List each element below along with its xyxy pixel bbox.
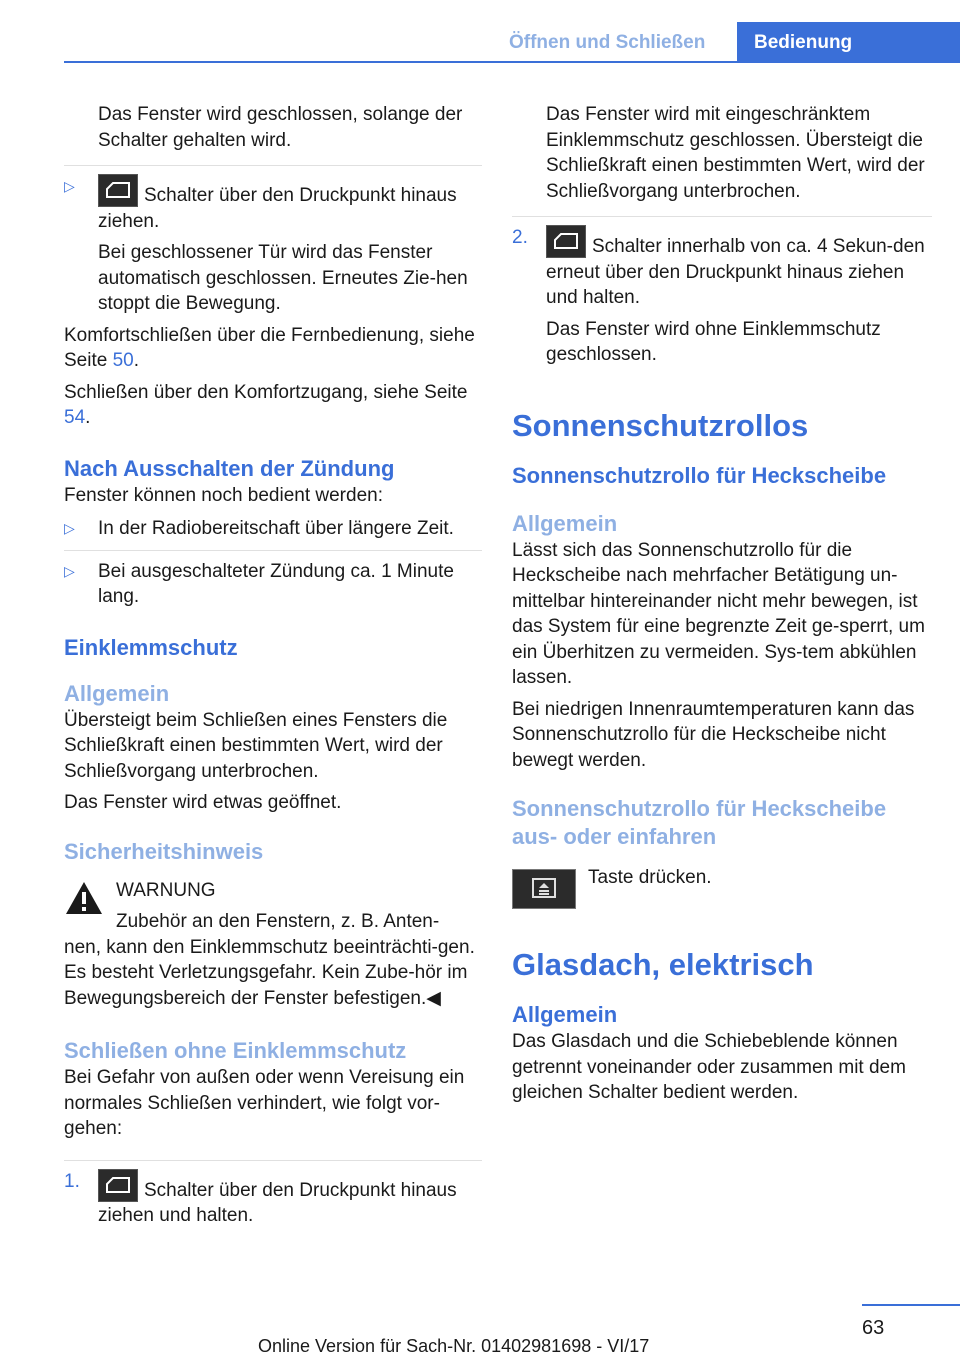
bullet-text: Schalter über den Druckpunkt hinaus ziehen. [98, 185, 457, 232]
page-number: 63 [862, 1317, 885, 1339]
triangle-bullet-icon: ▷ [64, 562, 75, 579]
paragraph: Bei Gefahr von außen oder wenn Vereisung ein normales Schließen verhindert, wie folgt vor‐gehen: [64, 1067, 465, 1139]
numbered-step [64, 1169, 482, 1229]
paragraph: Bei niedrigen Innenraumtemperaturen kann das Sonnenschutzrollo für die Heckscheibe nicht bewegt werden. [512, 698, 915, 771]
header-chapter-tab: Bedienung [737, 22, 960, 63]
window-switch-icon [98, 174, 138, 207]
divider [64, 165, 482, 166]
paragraph: Fenster können noch bedient werden: [64, 484, 383, 506]
page-link-54[interactable]: 54 [64, 407, 86, 428]
heading-heckscheibe: Sonnenschutzrollo für Heckscheibe [512, 462, 887, 488]
step-text: Schalter innerhalb von ca. 4 Sekun‐den erneut über den Druckpunkt hinaus ziehen und halten. [546, 236, 925, 308]
paragraph: Komfortschließen über die Fernbedienung, siehe Seite 50. [64, 324, 475, 371]
sunblind-button-icon [512, 869, 576, 909]
heading-allgemein: Allgemein [64, 680, 170, 706]
triangle-bullet-icon: ▷ [64, 520, 75, 536]
header-section-title: Öffnen und Schließen [509, 32, 706, 53]
heading-sicherheitshinweis: Sicherheitshinweis [64, 838, 264, 864]
warning-triangle-icon [64, 880, 104, 921]
heading-zuendung: Nach Ausschalten der Zündung [64, 455, 395, 481]
paragraph: Das Fenster wird geschlossen, solange der Schalter gehalten wird. [98, 104, 463, 151]
triangle-bullet-icon: ▷ [64, 178, 75, 194]
warning-text: Zubehör an den Fenstern, z. B. Anten‐ [116, 911, 440, 932]
bullet-subtext: Bei geschlossener Tür wird das Fenster automatisch geschlossen. Erneutes Zie‐hen stoppt die Bewegung. [98, 242, 468, 314]
step-subtext: Das Fenster wird ohne Einklemmschutz geschlossen. [546, 318, 881, 365]
heading-einklemmschutz: Einklemmschutz [64, 634, 238, 660]
page-link-50[interactable]: 50 [112, 350, 134, 371]
warning-title: WARNUNG [116, 879, 216, 901]
heading-allgemein: Allgemein [512, 510, 618, 536]
divider [64, 1160, 482, 1161]
window-switch-icon [546, 225, 586, 258]
bullet-item: ▷ In der Radiobereitschaft über längere Zeit. [64, 516, 482, 542]
step-number: 2. [512, 227, 528, 248]
heading-glasdach: Glasdach, elektrisch [512, 947, 814, 982]
footer-rule [862, 1304, 960, 1306]
warning-text-cont: nen, kann den Einklemmschutz beeinträchti‐gen. Es besteht Verletzungsgefahr. Kein Zube‐hör im Bewegungsbereich der Fenster befestigen.◀ [64, 936, 475, 1009]
heading-sonnenschutzrollos: Sonnenschutzrollos [512, 407, 809, 443]
bullet-item [64, 174, 482, 317]
divider [64, 550, 482, 551]
paragraph: Lässt sich das Sonnenschutzrollo für die Heckscheibe nach mehrfacher Betätigung un‐mittelbar hintereinander nicht mehr bewegen, ist das System für eine begrenzte Zeit ge‐sperrt, um ein Überhitzen zu vermeiden. Sys‐tem abkühlen lassen. [512, 539, 925, 688]
bullet-item: ▷ Bei ausgeschalteter Zündung ca. 1 Minute lang. [64, 560, 454, 607]
heading-ohne-einklemmschutz: Schließen ohne Einklemmschutz [64, 1038, 407, 1063]
step-number: 1. [64, 1170, 80, 1192]
button-instruction-text: Taste drücken. [588, 867, 712, 888]
numbered-step [512, 225, 932, 368]
warning-block [64, 878, 482, 935]
window-switch-icon [98, 1169, 138, 1202]
footer-text: Online Version für Sach-Nr. 01402981698 - VI/17 [258, 1336, 650, 1356]
right-column [512, 102, 932, 1106]
paragraph: Das Fenster wird etwas geöffnet. [64, 792, 342, 813]
left-column [64, 102, 482, 1229]
paragraph: Das Fenster wird mit eingeschränktem Einklemmschutz geschlossen. Übersteigt die Schließkraft einen bestimmten Wert, wird der Schließvorgang unterbrochen. [546, 104, 925, 202]
divider [512, 216, 932, 217]
paragraph: Schließen über den Komfortzugang, siehe Seite 54. [64, 381, 468, 428]
paragraph: Übersteigt beim Schließen eines Fensters die Schließkraft einen bestimmten Wert, wird der Schließvorgang unterbrochen. [64, 709, 448, 782]
button-instruction [512, 865, 932, 907]
heading-allgemein: Allgemein [512, 1002, 618, 1027]
header-rule [64, 61, 960, 63]
step-text: Schalter über den Druckpunkt hinaus ziehen und halten. [98, 1179, 457, 1226]
heading-aus-einfahren: Sonnenschutzrollo für Heckscheibe aus- oder einfahren [512, 796, 887, 849]
paragraph: Das Glasdach und die Schiebeblende können getrennt voneinander oder zusammen mit dem gleichen Schalter bedient werden. [512, 1031, 906, 1103]
